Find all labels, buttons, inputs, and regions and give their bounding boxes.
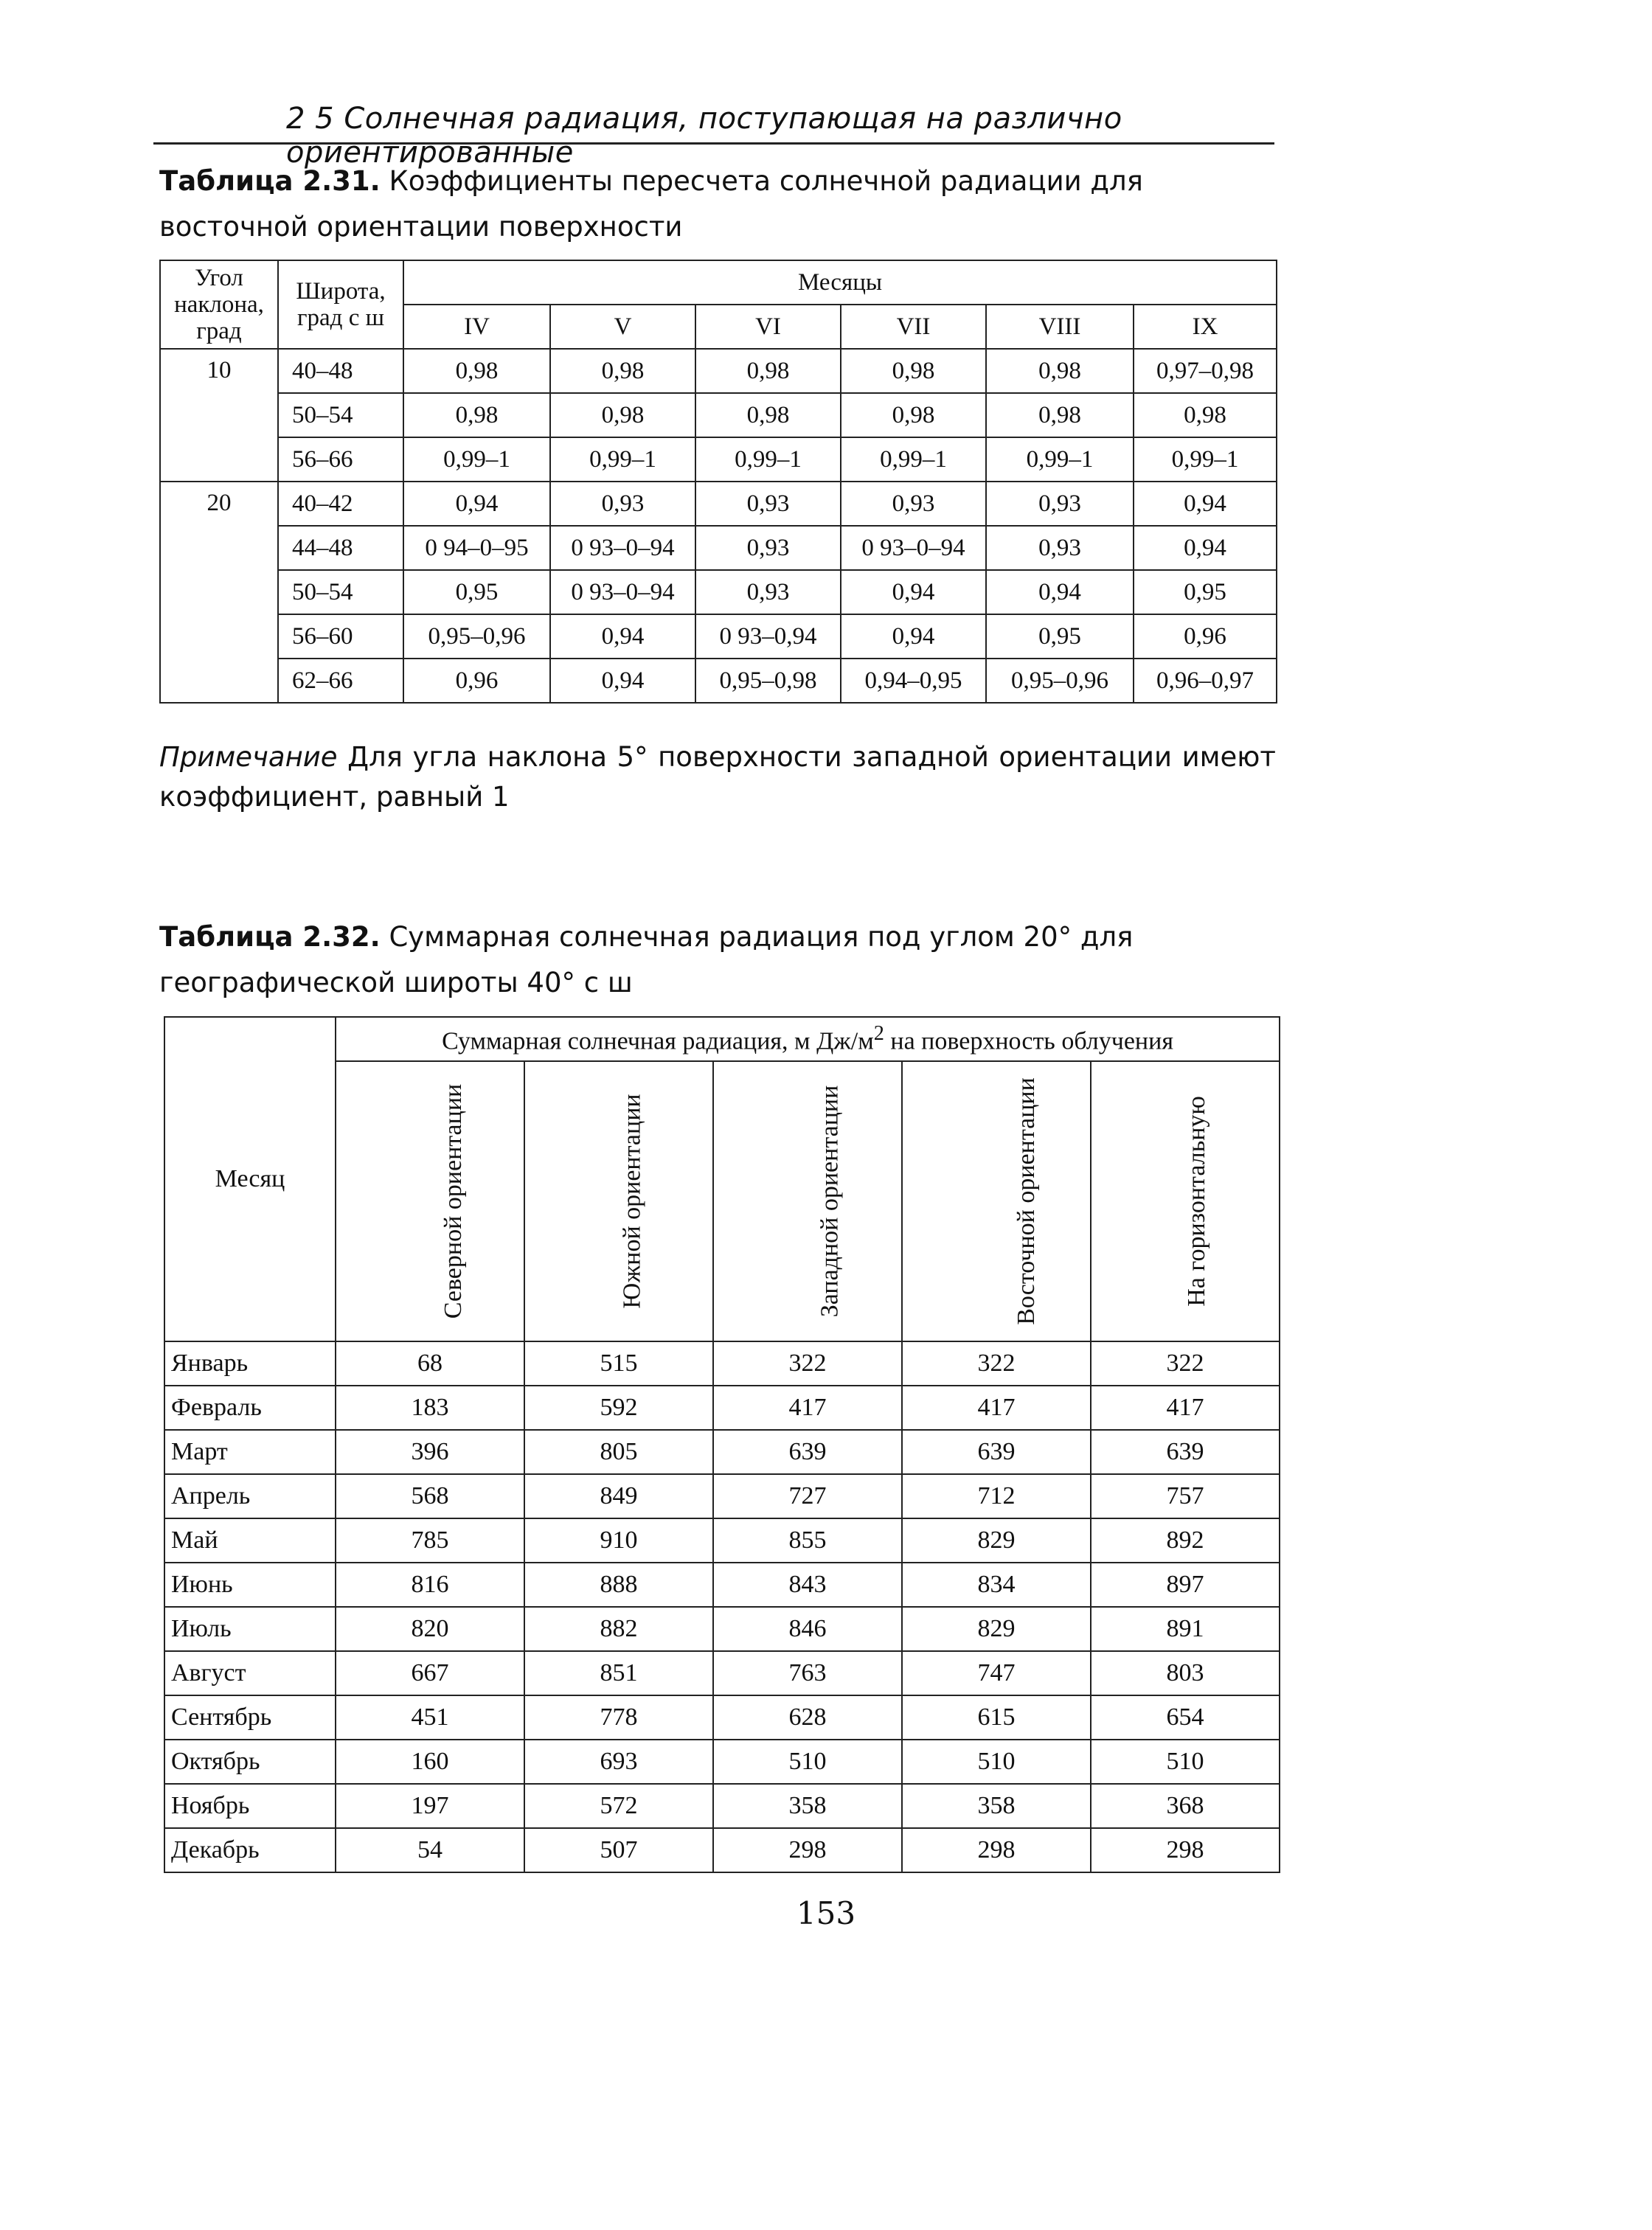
radiation-value-cell: 298 <box>1091 1828 1280 1872</box>
coefficient-cell: 0 93–0,94 <box>695 614 841 659</box>
radiation-value-cell: 747 <box>902 1651 1091 1695</box>
radiation-value-cell: 757 <box>1091 1474 1280 1518</box>
table-row <box>164 1430 1280 1474</box>
table-2-31-month-header: IX <box>1134 305 1277 349</box>
table-row <box>160 570 1277 614</box>
table-2-32-header-month: Месяц <box>164 1017 336 1341</box>
latitude-cell: 40–42 <box>278 482 403 526</box>
radiation-value-cell: 816 <box>336 1563 524 1607</box>
radiation-value-cell: 298 <box>902 1828 1091 1872</box>
radiation-value-cell: 568 <box>336 1474 524 1518</box>
coefficient-cell: 0,96 <box>403 659 550 703</box>
month-cell: Октябрь <box>164 1740 336 1784</box>
coefficient-cell: 0,94 <box>841 614 986 659</box>
table-2-32-label: Таблица 2.32. <box>159 921 381 953</box>
table-2-31-month-header: V <box>550 305 695 349</box>
coefficient-cell: 0,95–0,98 <box>695 659 841 703</box>
coefficient-cell: 0 93–0–94 <box>550 570 695 614</box>
month-cell: Сентябрь <box>164 1695 336 1740</box>
coefficient-cell: 0,94 <box>1134 526 1277 570</box>
radiation-value-cell: 451 <box>336 1695 524 1740</box>
radiation-value-cell: 358 <box>713 1784 902 1828</box>
coefficient-cell: 0,98 <box>986 349 1134 393</box>
coefficient-cell: 0,98 <box>403 393 550 437</box>
radiation-value-cell: 417 <box>713 1386 902 1430</box>
units-superscript: 2 <box>873 1022 884 1046</box>
latitude-cell: 50–54 <box>278 570 403 614</box>
orientation-column-header <box>524 1061 713 1341</box>
coefficient-cell: 0,98 <box>550 349 695 393</box>
note-label: Примечание <box>159 741 338 773</box>
latitude-cell: 50–54 <box>278 393 403 437</box>
table-row <box>160 482 1277 526</box>
table-row <box>160 614 1277 659</box>
coefficient-cell: 0,98 <box>841 393 986 437</box>
radiation-value-cell: 727 <box>713 1474 902 1518</box>
coefficient-cell: 0,99–1 <box>695 437 841 482</box>
table-row <box>164 1828 1280 1872</box>
radiation-value-cell: 820 <box>336 1607 524 1651</box>
radiation-value-cell: 639 <box>1091 1430 1280 1474</box>
coefficient-cell: 0,98 <box>550 393 695 437</box>
radiation-value-cell: 829 <box>902 1518 1091 1563</box>
coefficient-cell: 0 93–0–94 <box>550 526 695 570</box>
month-cell: Декабрь <box>164 1828 336 1872</box>
coefficient-cell: 0,94 <box>841 570 986 614</box>
table-2-31-header-months: Месяцы <box>403 260 1277 305</box>
month-cell: Ноябрь <box>164 1784 336 1828</box>
radiation-value-cell: 855 <box>713 1518 902 1563</box>
table-2-31-header-latitude: Широта, град с ш <box>278 260 403 349</box>
radiation-value-cell: 892 <box>1091 1518 1280 1563</box>
radiation-value-cell: 396 <box>336 1430 524 1474</box>
radiation-value-cell: 160 <box>336 1740 524 1784</box>
table-row <box>160 349 1277 393</box>
coefficient-cell: 0,98 <box>1134 393 1277 437</box>
radiation-value-cell: 572 <box>524 1784 713 1828</box>
coefficient-cell: 0,98 <box>841 349 986 393</box>
table-2-32-header-group: Суммарная солнечная радиация, м $Дж/м^2$ на поверхность облучения <box>336 1017 1280 1061</box>
coefficient-cell: 0,93 <box>695 570 841 614</box>
month-cell: Апрель <box>164 1474 336 1518</box>
orientation-column-header <box>902 1061 1091 1341</box>
radiation-value-cell: 322 <box>902 1341 1091 1386</box>
coefficient-cell: 0,94 <box>550 659 695 703</box>
table-row <box>164 1518 1280 1563</box>
radiation-value-cell: 667 <box>336 1651 524 1695</box>
table-2-31-month-header: VIII <box>986 305 1134 349</box>
orientation-column-header <box>713 1061 902 1341</box>
coefficient-cell: 0,95 <box>1134 570 1277 614</box>
radiation-value-cell: 693 <box>524 1740 713 1784</box>
running-header-text: 2 5 Солнечная радиация, поступающая на различно ориентированные <box>286 102 1122 170</box>
radiation-value-cell: 515 <box>524 1341 713 1386</box>
coefficient-cell: 0,93 <box>550 482 695 526</box>
coefficient-cell: 0,95 <box>403 570 550 614</box>
table-row <box>160 526 1277 570</box>
latitude-cell: 56–66 <box>278 437 403 482</box>
radiation-value-cell: 417 <box>902 1386 1091 1430</box>
orientation-column-header <box>1091 1061 1280 1341</box>
radiation-value-cell: 322 <box>713 1341 902 1386</box>
coefficient-cell: 0,93 <box>695 526 841 570</box>
table-2-32-body <box>164 1341 1280 1872</box>
radiation-value-cell: 910 <box>524 1518 713 1563</box>
table-row <box>164 1695 1280 1740</box>
table-row <box>164 1651 1280 1695</box>
coefficient-cell: 0,93 <box>986 526 1134 570</box>
table-row <box>164 1784 1280 1828</box>
angle-cell: 20 <box>160 482 278 703</box>
coefficient-cell: 0,95–0,96 <box>986 659 1134 703</box>
table-2-32 <box>164 1016 1280 1873</box>
coefficient-cell: 0,97–0,98 <box>1134 349 1277 393</box>
radiation-value-cell: 805 <box>524 1430 713 1474</box>
radiation-value-cell: 68 <box>336 1341 524 1386</box>
latitude-cell: 56–60 <box>278 614 403 659</box>
coefficient-cell: 0 94–0–95 <box>403 526 550 570</box>
coefficient-cell: 0,98 <box>403 349 550 393</box>
radiation-value-cell: 843 <box>713 1563 902 1607</box>
month-cell: Март <box>164 1430 336 1474</box>
radiation-value-cell: 834 <box>902 1563 1091 1607</box>
table-2-31-title: Коэффициенты пересчета солнечной радиации для восточной ориентации поверхности <box>159 165 1143 243</box>
orientation-column-label: На горизонтальную <box>1182 1096 1210 1307</box>
table-row <box>160 437 1277 482</box>
radiation-value-cell: 183 <box>336 1386 524 1430</box>
table-2-31-body <box>160 349 1277 703</box>
coefficient-cell: 0,98 <box>695 393 841 437</box>
radiation-value-cell: 851 <box>524 1651 713 1695</box>
radiation-value-cell: 197 <box>336 1784 524 1828</box>
orientation-column-label: Северной ориентации <box>440 1083 468 1319</box>
table-2-31-label: Таблица 2.31. <box>159 165 381 197</box>
coefficient-cell: 0,98 <box>695 349 841 393</box>
table-2-32-caption <box>159 914 1276 1006</box>
latitude-cell: 40–48 <box>278 349 403 393</box>
coefficient-cell: 0,99–1 <box>1134 437 1277 482</box>
table-2-31-header-angle: Угол наклона, град <box>160 260 278 349</box>
table-2-31-month-header: VI <box>695 305 841 349</box>
coefficient-cell: 0,94 <box>403 482 550 526</box>
radiation-value-cell: 763 <box>713 1651 902 1695</box>
coefficient-cell: 0,96–0,97 <box>1134 659 1277 703</box>
coefficient-cell: 0,95–0,96 <box>403 614 550 659</box>
radiation-value-cell: 510 <box>1091 1740 1280 1784</box>
angle-cell: 10 <box>160 349 278 482</box>
table-row <box>164 1386 1280 1430</box>
coefficient-cell: 0,94 <box>1134 482 1277 526</box>
table-row <box>164 1563 1280 1607</box>
radiation-value-cell: 510 <box>713 1740 902 1784</box>
orientation-column-label: Южной ориентации <box>618 1094 646 1309</box>
latitude-cell: 44–48 <box>278 526 403 570</box>
table-row <box>164 1474 1280 1518</box>
month-cell: Июль <box>164 1607 336 1651</box>
table-2-31-note <box>159 737 1276 817</box>
coefficient-cell: 0 93–0–94 <box>841 526 986 570</box>
coefficient-cell: 0,94–0,95 <box>841 659 986 703</box>
coefficient-cell: 0,96 <box>1134 614 1277 659</box>
coefficient-cell: 0,99–1 <box>841 437 986 482</box>
coefficient-cell: 0,99–1 <box>550 437 695 482</box>
table-2-31-caption <box>159 159 1276 250</box>
table-2-31-month-header: VII <box>841 305 986 349</box>
radiation-value-cell: 888 <box>524 1563 713 1607</box>
orientation-column-header <box>336 1061 524 1341</box>
table-row <box>164 1740 1280 1784</box>
coefficient-cell: 0,95 <box>986 614 1134 659</box>
coefficient-cell: 0,93 <box>841 482 986 526</box>
radiation-value-cell: 368 <box>1091 1784 1280 1828</box>
radiation-value-cell: 615 <box>902 1695 1091 1740</box>
radiation-value-cell: 298 <box>713 1828 902 1872</box>
coefficient-cell: 0,99–1 <box>403 437 550 482</box>
month-cell: Август <box>164 1651 336 1695</box>
radiation-value-cell: 803 <box>1091 1651 1280 1695</box>
radiation-value-cell: 897 <box>1091 1563 1280 1607</box>
radiation-value-cell: 358 <box>902 1784 1091 1828</box>
radiation-value-cell: 829 <box>902 1607 1091 1651</box>
radiation-value-cell: 846 <box>713 1607 902 1651</box>
table-2-31-month-header: IV <box>403 305 550 349</box>
coefficient-cell: 0,94 <box>550 614 695 659</box>
table-row <box>164 1341 1280 1386</box>
month-cell: Май <box>164 1518 336 1563</box>
radiation-value-cell: 785 <box>336 1518 524 1563</box>
radiation-value-cell: 510 <box>902 1740 1091 1784</box>
radiation-value-cell: 54 <box>336 1828 524 1872</box>
coefficient-cell: 0,93 <box>695 482 841 526</box>
radiation-value-cell: 592 <box>524 1386 713 1430</box>
note-text: Для угла наклона 5° поверхности западной ориентации имеют коэффициент, равный 1 <box>159 741 1276 813</box>
radiation-value-cell: 882 <box>524 1607 713 1651</box>
radiation-value-cell: 849 <box>524 1474 713 1518</box>
radiation-value-cell: 417 <box>1091 1386 1280 1430</box>
coefficient-cell: 0,98 <box>986 393 1134 437</box>
radiation-value-cell: 628 <box>713 1695 902 1740</box>
radiation-value-cell: 639 <box>902 1430 1091 1474</box>
radiation-value-cell: 712 <box>902 1474 1091 1518</box>
radiation-value-cell: 507 <box>524 1828 713 1872</box>
radiation-value-cell: 654 <box>1091 1695 1280 1740</box>
radiation-value-cell: 639 <box>713 1430 902 1474</box>
orientation-column-label: Западной ориентации <box>816 1085 844 1318</box>
running-header <box>153 102 1274 170</box>
coefficient-cell: 0,94 <box>986 570 1134 614</box>
table-row <box>160 659 1277 703</box>
coefficient-cell: 0,99–1 <box>986 437 1134 482</box>
coefficient-cell: 0,93 <box>986 482 1134 526</box>
table-2-31 <box>159 260 1277 704</box>
table-row <box>160 393 1277 437</box>
latitude-cell: 62–66 <box>278 659 403 703</box>
radiation-value-cell: 322 <box>1091 1341 1280 1386</box>
radiation-value-cell: 778 <box>524 1695 713 1740</box>
month-cell: Январь <box>164 1341 336 1386</box>
page-number: 153 <box>796 1895 856 1931</box>
month-cell: Февраль <box>164 1386 336 1430</box>
table-2-32-title: Суммарная солнечная радиация под углом 20° для географической широты 40° с ш <box>159 921 1134 998</box>
radiation-value-cell: 891 <box>1091 1607 1280 1651</box>
month-cell: Июнь <box>164 1563 336 1607</box>
table-row <box>164 1607 1280 1651</box>
orientation-column-label: Восточной ориентации <box>1012 1077 1040 1325</box>
